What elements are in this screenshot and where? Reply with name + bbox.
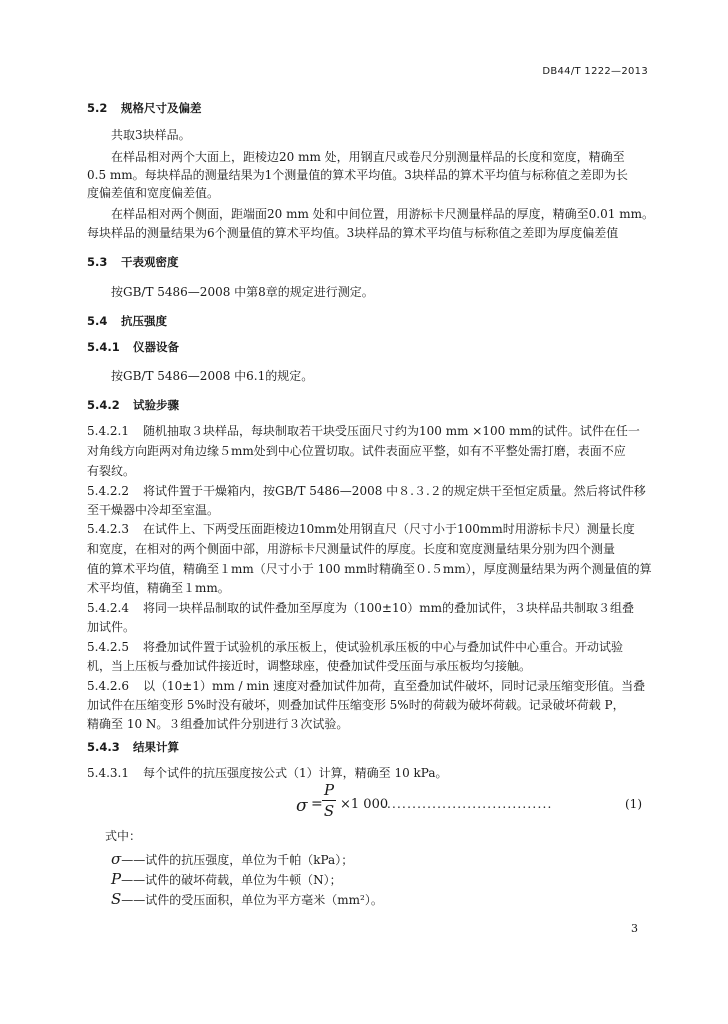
paragraph-line: 机，当上压板与叠加试件接近时，调整球座，使叠加试件受压面与承压板均匀接触。	[87, 659, 532, 673]
formula-leader-dots: ..................................	[382, 797, 553, 811]
section-title: 结果计算	[133, 740, 179, 754]
formula-sigma: σ	[296, 796, 308, 816]
where-intro: 式中：	[105, 829, 142, 843]
definition-symbol: σ	[111, 850, 122, 868]
compressive-strength-formula	[0, 779, 728, 825]
clause-5-4-2-6	[87, 679, 645, 693]
clause-number: 5.4.2.4	[87, 601, 129, 615]
section-number: 5.2	[87, 101, 108, 115]
clause-5-4-3-1	[87, 766, 448, 780]
paragraph-line: 精确至 10 N。３组叠加试件分别进行３次试验。	[87, 717, 349, 731]
clause-5-4-2-1	[87, 424, 640, 438]
paragraph-line: 随机抽取３块样品，每块制取若干块受压面尺寸约为100 mm ×100 mm的试件。试件在任一	[143, 424, 640, 438]
symbol-definition-s	[111, 892, 383, 907]
standard-code-header: DB44/T 1222—2013	[542, 66, 648, 77]
paragraph-line: 在样品相对两个大面上，距棱边20 mm 处，用钢直尺或卷尺分别测量样品的长度和宽度，精确至	[111, 150, 625, 164]
section-5-4-1-heading	[87, 340, 179, 354]
formula-fraction	[322, 781, 336, 820]
clause-5-4-2-2	[87, 484, 646, 498]
paragraph-line: 以（10±1）mm / min 速度对叠加试件加荷，直至叠加试件破坏，同时记录压缩变形值。当叠	[143, 679, 646, 693]
formula-equals: =	[311, 796, 323, 812]
paragraph-line: 在样品相对两个侧面，距端面20 mm 处和中间位置，用游标卡尺测量样品的厚度，精确至0.01 mm。	[111, 207, 654, 221]
paragraph-line: 将试件置于干燥箱内，按GB/T 5486—2008 中８.３.２的规定烘干至恒定质量。然后将试件移	[143, 484, 646, 498]
symbol-definition-p	[111, 872, 342, 887]
fraction-bar	[322, 800, 336, 801]
definition-symbol: P	[111, 870, 122, 888]
symbol-definition-sigma	[111, 852, 353, 867]
section-title: 干表观密度	[121, 255, 179, 269]
page-number: 3	[631, 922, 638, 935]
section-5-4-3-heading	[87, 740, 179, 754]
section-title: 抗压强度	[121, 314, 167, 328]
definition-symbol: S	[111, 890, 122, 908]
paragraph-line: 度偏差值和宽度偏差值。	[87, 186, 220, 200]
section-5-2-heading	[87, 101, 202, 115]
paragraph-line: 加试件在压缩变形 5%时没有破坏，则叠加试件压缩变形 5%时的荷载为破坏荷载。记录破坏荷载 P，	[87, 698, 625, 712]
formula-multiplier: ×1 000	[340, 797, 389, 812]
clause-number: 5.4.2.6	[87, 679, 129, 693]
clause-5-4-2-5	[87, 640, 623, 654]
section-5-4-2-heading	[87, 398, 179, 412]
section-title: 仪器设备	[133, 340, 179, 354]
clause-number: 5.4.2.1	[87, 424, 129, 438]
clause-5-4-2-4	[87, 601, 634, 615]
paragraph-line: 共取3块样品。	[111, 128, 191, 142]
clause-number: 5.4.3.1	[87, 766, 129, 780]
paragraph-line: 0.5 mm。每块样品的测量结果为1个测量值的算术平均值。3块样品的算术平均值与标称值之差即为长	[87, 168, 628, 182]
clause-number: 5.4.2.3	[87, 522, 129, 536]
paragraph-line: 在试件上、下两受压面距棱边10mm处用钢直尺（尺寸小于100mm时用游标卡尺）测量长度	[143, 522, 635, 536]
formula-numerator: P	[323, 781, 335, 799]
section-title: 规格尺寸及偏差	[121, 101, 202, 115]
section-number: 5.4	[87, 314, 108, 328]
paragraph-line: 按GB/T 5486—2008 中6.1的规定。	[111, 369, 314, 383]
section-number: 5.3	[87, 255, 108, 269]
paragraph-line: 术平均值，精确至１mm。	[87, 581, 230, 595]
formula-denominator: S	[323, 802, 335, 820]
paragraph-line: 每个试件的抗压强度按公式（1）计算，精确至 10 kPa。	[143, 766, 448, 780]
paragraph-line: 有裂纹。	[87, 464, 136, 478]
definition-text: ——试件的破坏荷载，单位为牛顿（N）；	[121, 873, 342, 887]
section-number: 5.4.3	[87, 740, 120, 754]
clause-number: 5.4.2.2	[87, 484, 129, 498]
section-number: 5.4.1	[87, 340, 120, 354]
paragraph-line: 将叠加试件置于试验机的承压板上，使试验机承压板的中心与叠加试件中心重合。开动试验	[143, 640, 624, 654]
paragraph-line: 加试件。	[87, 620, 136, 634]
definition-text: ——试件的受压面积，单位为平方毫米（mm²）。	[121, 893, 383, 907]
section-5-4-heading	[87, 314, 167, 328]
section-5-3-heading	[87, 255, 179, 269]
formula-number: (1)	[625, 797, 642, 811]
section-title: 试验步骤	[133, 398, 179, 412]
paragraph-line: 至干燥器中冷却至室温。	[87, 503, 220, 517]
clause-number: 5.4.2.5	[87, 640, 129, 654]
clause-5-4-2-3	[87, 522, 635, 536]
paragraph-line: 对角线方向距两对角边缘５mm处到中心位置切取。试件表面应平整，如有不平整处需打磨，表面不应	[87, 444, 626, 458]
paragraph-line: 将同一块样品制取的试件叠加至厚度为（100±10）mm的叠加试件，３块样品共制取３组叠	[143, 601, 634, 615]
definition-text: ——试件的抗压强度，单位为千帕（kPa）；	[121, 853, 354, 867]
paragraph-line: 按GB/T 5486—2008 中第8章的规定进行测定。	[111, 285, 374, 299]
paragraph-line: 每块样品的测量结果为6个测量值的算术平均值。3块样品的算术平均值与标称值之差即为厚度偏差值	[87, 226, 619, 240]
paragraph-line: 值的算术平均值，精确至１mm（尺寸小于 100 mm时精确至０.５mm），厚度测量结果为两个测量值的算	[87, 562, 652, 576]
section-number: 5.4.2	[87, 398, 120, 412]
paragraph-line: 和宽度，在相对的两个侧面中部，用游标卡尺测量试件的厚度。长度和宽度测量结果分别为四个测量	[87, 542, 616, 556]
